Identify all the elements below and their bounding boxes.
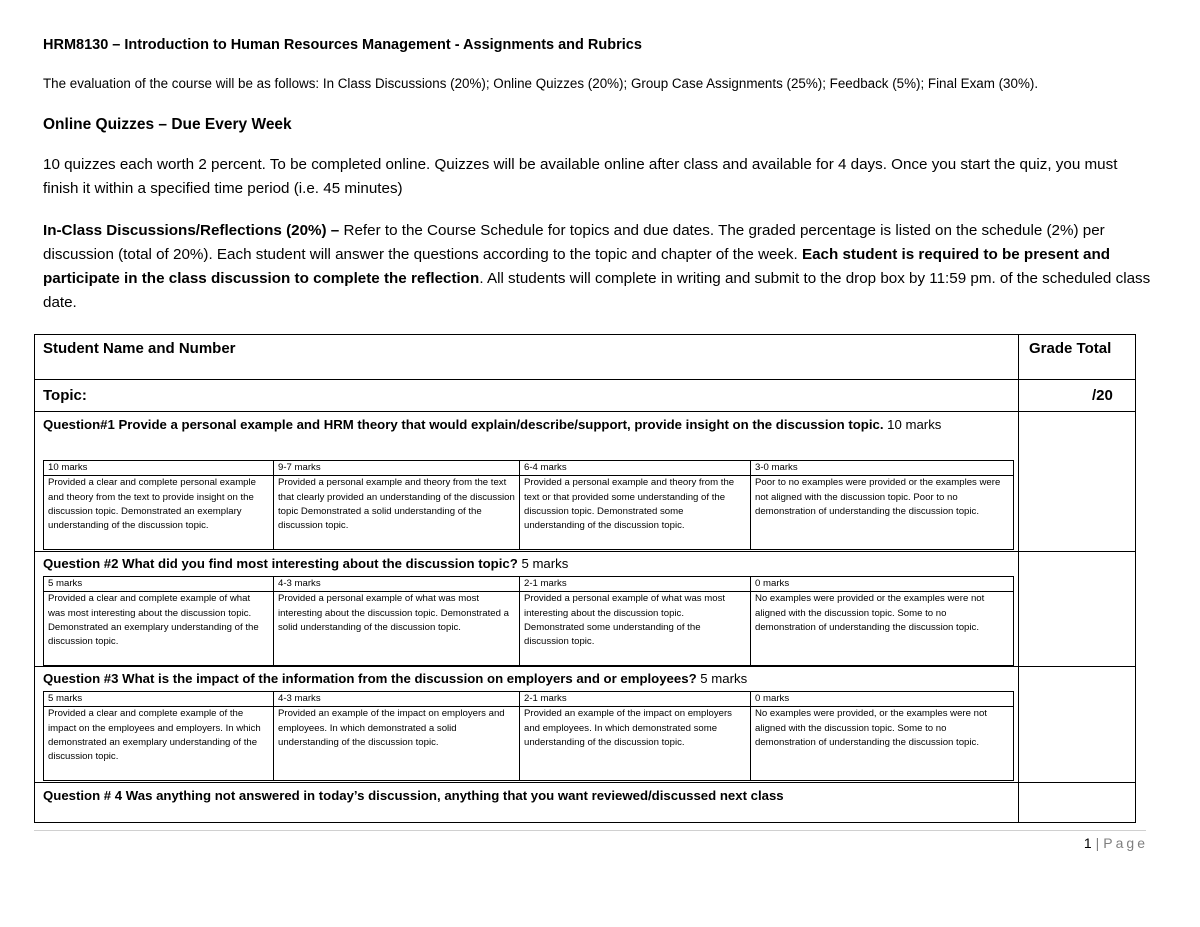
footer-divider (34, 830, 1146, 831)
level-header: 9-7 marks (274, 461, 520, 476)
level-header: 5 marks (44, 577, 274, 592)
grade-total-label: Grade Total (1029, 340, 1112, 357)
question-1-text: Question#1 Provide a personal example and HRM theory that would explain/describe/support, provide insight on the discussion topic. (43, 417, 884, 432)
question-3-text: Question #3 What is the impact of the information from the discussion on employers and or employees? (43, 671, 697, 686)
discussions-body-part1: Refer to the Course Schedule for topics and due dates. The graded percentage is listed on the schedule (2%) per discussion (total of 20%). Each student will answer the questions according to the topic and chapter of the week. (43, 222, 1105, 263)
level-descriptor: Provided a clear and complete example of what was most interesting about the discussion topic. Demonstrated an exemplary understanding of the discussion topic. (44, 592, 274, 666)
level-header: 0 marks (751, 692, 1014, 707)
student-name-label: Student Name and Number (43, 340, 236, 357)
quizzes-heading: Online Quizzes – Due Every Week (43, 116, 292, 133)
evaluation-breakdown: The evaluation of the course will be as follows: In Class Discussions (20%); Online Quizzes (20%); Group Case Assignments (25%); Feedback (5%); Final Exam (30%). (43, 76, 1039, 91)
level-descriptor: Provided a personal example of what was most interesting about the discussion topic. Demonstrated a solid understanding of the discussion topic. (274, 592, 520, 666)
discussions-attendance-requirement: Each student is required to be present and participate in the class discussion to complete the reflection (43, 246, 1110, 287)
rubric-table (34, 334, 1136, 823)
level-descriptor: Provided a personal example and theory from the text or that provided some understanding of the discussion topic. Demonstrated some understanding of the discussion topic. (520, 476, 751, 550)
level-header: 4-3 marks (274, 692, 520, 707)
rubric-row-divider (35, 782, 1135, 783)
question-2-criteria (43, 576, 1014, 666)
level-header: 0 marks (751, 577, 1014, 592)
quizzes-description: 10 quizzes each worth 2 percent. To be completed online. Quizzes will be available online after class and available for 4 days. Once you start the quiz, you must finish it within a specified time period (i.e. 45 minutes) (43, 156, 1118, 197)
level-descriptor: Provided an example of the impact on employers and employees. In which demonstrated some understanding of the discussion topic. (520, 707, 751, 781)
level-header: 3-0 marks (751, 461, 1014, 476)
rubric-column-divider (1018, 335, 1019, 822)
question-3-prompt (43, 669, 1013, 689)
level-descriptor: Provided a personal example of what was most interesting about the discussion topic. Demonstrated some understanding of the discussion topic. (520, 592, 751, 666)
rubric-row-divider (35, 551, 1135, 552)
question-2-marks: 5 marks (517, 556, 569, 571)
discussions-description (43, 219, 1153, 315)
footer-separator: | (1095, 835, 1100, 851)
discussions-body-part2: . All students will complete in writing and submit to the drop box by 11:59 pm. of the scheduled class date. (43, 270, 1151, 311)
question-1-prompt (43, 415, 1013, 435)
question-3-marks: 5 marks (696, 671, 748, 686)
level-descriptor: Provided an example of the impact on employers and employees. In which demonstrated a solid understanding of the discussion topic. (274, 707, 520, 781)
rubric-row-divider (35, 379, 1135, 380)
level-descriptor: Provided a clear and complete personal example and theory from the text to provide insight on the discussion topic. Demonstrated an exemplary understanding of the discussion topic. (44, 476, 274, 550)
level-header: 10 marks (44, 461, 274, 476)
level-descriptor: No examples were provided, or the examples were not aligned with the discussion topic. Some to no demonstration of understanding the discussion topic. (751, 707, 1014, 781)
level-descriptor: Poor to no examples were provided or the examples were not aligned with the discussion topic. Poor to no demonstration of understanding the discussion topic. (751, 476, 1014, 550)
rubric-row-divider (35, 411, 1135, 412)
total-score: /20 (1092, 387, 1113, 404)
level-header: 5 marks (44, 692, 274, 707)
level-descriptor: Provided a clear and complete example of the impact on the employees and employers. In which demonstrated an exemplary understanding of the discussion topic. (44, 707, 274, 781)
question-2-text: Question #2 What did you find most interesting about the discussion topic? (43, 556, 518, 571)
discussions-heading: In-Class Discussions/Reflections (20%) – (43, 222, 340, 239)
level-descriptor: No examples were provided or the examples were not aligned with the discussion topic. Some to no demonstration of understanding the discussion topic. (751, 592, 1014, 666)
page-number: 1 (1083, 835, 1092, 851)
topic-label: Topic: (43, 387, 87, 404)
page-footer (1084, 835, 1148, 851)
level-header: 2-1 marks (520, 692, 751, 707)
level-header: 4-3 marks (274, 577, 520, 592)
level-descriptor: Provided a personal example and theory from the text that clearly provided an understanding of the discussion topic Demonstrated a solid understanding of the discussion topic. (274, 476, 520, 550)
page-label: Page (1103, 835, 1148, 851)
question-2-prompt (43, 554, 1013, 574)
level-header: 6-4 marks (520, 461, 751, 476)
question-1-marks: 10 marks (883, 417, 942, 432)
level-header: 2-1 marks (520, 577, 751, 592)
question-3-criteria (43, 691, 1014, 781)
question-4-prompt: Question # 4 Was anything not answered in today’s discussion, anything that you want reviewed/discussed next class (43, 788, 784, 803)
question-1-criteria (43, 460, 1014, 550)
document-title: HRM8130 – Introduction to Human Resources Management - Assignments and Rubrics (43, 37, 642, 53)
